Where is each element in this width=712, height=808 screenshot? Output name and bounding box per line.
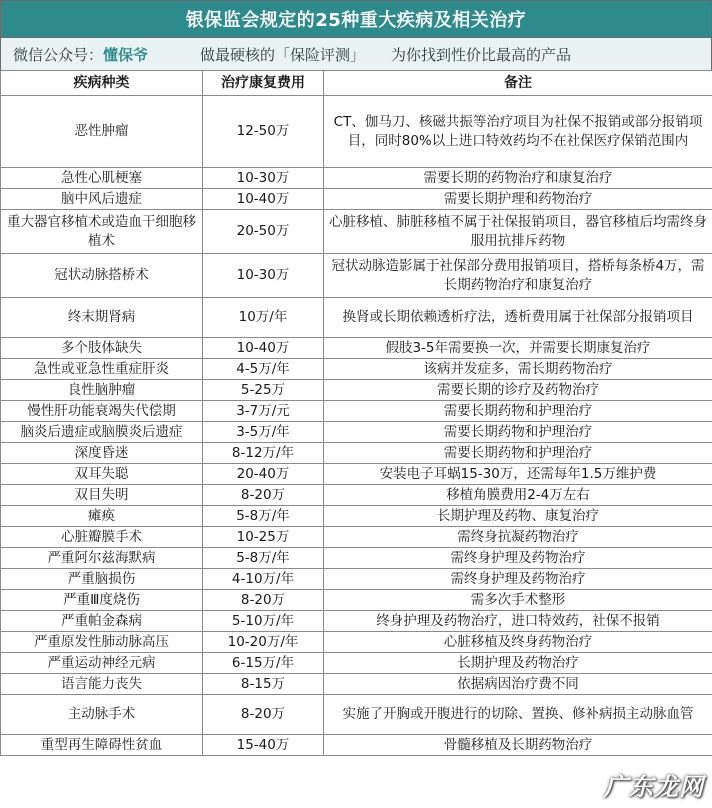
cell-note: 该病并发症多，需长期药物治疗 xyxy=(324,359,712,380)
cell-disease: 严重阿尔兹海默病 xyxy=(1,548,203,569)
cell-cost: 20-40万 xyxy=(203,464,324,485)
cell-cost: 3-5万/年 xyxy=(203,422,324,443)
table-row xyxy=(1,569,712,590)
cell-note: 实施了开胸或开腹进行的切除、置换、修补病损主动脉血管 xyxy=(324,695,712,735)
table-row xyxy=(1,338,712,359)
cell-cost: 5-8万/年 xyxy=(203,548,324,569)
cell-note: 骨髓移植及长期药物治疗 xyxy=(324,735,712,756)
cell-note: 需要长期护理和药物治疗 xyxy=(324,189,712,210)
table-row xyxy=(1,695,712,735)
table-row xyxy=(1,254,712,298)
table-row xyxy=(1,359,712,380)
cell-note: 需要长期药物和护理治疗 xyxy=(324,401,712,422)
cell-disease: 深度昏迷 xyxy=(1,443,203,464)
table-header-row xyxy=(1,71,712,96)
cell-disease: 严重脑损伤 xyxy=(1,569,203,590)
disease-table xyxy=(0,70,712,756)
cell-disease: 多个肢体缺失 xyxy=(1,338,203,359)
cell-disease: 严重运动神经元病 xyxy=(1,653,203,674)
cell-disease: 语言能力丧失 xyxy=(1,674,203,695)
table-row xyxy=(1,611,712,632)
cell-note: 需终身抗凝药物治疗 xyxy=(324,527,712,548)
cell-cost: 10-25万 xyxy=(203,527,324,548)
table-row xyxy=(1,632,712,653)
watermark: 广东龙网 xyxy=(604,773,704,801)
cell-cost: 8-12万/年 xyxy=(203,443,324,464)
table-row xyxy=(1,298,712,338)
cell-disease: 慢性肝功能衰竭失代偿期 xyxy=(1,401,203,422)
cell-note: 换肾或长期依赖透析疗法，透析费用属于社保部分报销项目 xyxy=(324,298,712,338)
cell-cost: 3-7万/元 xyxy=(203,401,324,422)
cell-disease: 重大器官移植术或造血干细胞移植术 xyxy=(1,210,203,254)
cell-cost: 5-10万/年 xyxy=(203,611,324,632)
table-row xyxy=(1,653,712,674)
cell-disease: 急性或亚急性重症肝炎 xyxy=(1,359,203,380)
cell-note: 需终身护理及药物治疗 xyxy=(324,569,712,590)
cell-disease: 双目失明 xyxy=(1,485,203,506)
cell-cost: 12-50万 xyxy=(203,96,324,168)
cell-disease: 双耳失聪 xyxy=(1,464,203,485)
cell-note: 安装电子耳蜗15-30万，还需每年1.5万维护费 xyxy=(324,464,712,485)
cell-disease: 主动脉手术 xyxy=(1,695,203,735)
cell-note: 假肢3-5年需要换一次，并需要长期康复治疗 xyxy=(324,338,712,359)
cell-cost: 6-15万/年 xyxy=(203,653,324,674)
cell-cost: 4-10万/年 xyxy=(203,569,324,590)
cell-note: 移植角膜费用2-4万左右 xyxy=(324,485,712,506)
cell-cost: 8-15万 xyxy=(203,674,324,695)
table-row xyxy=(1,674,712,695)
cell-note: CT、伽马刀、核磁共振等治疗项目为社保不报销或部分报销项目，同时80%以上进口特效药均不在社保医疗保销范围内 xyxy=(324,96,712,168)
cell-cost: 8-20万 xyxy=(203,485,324,506)
cell-cost: 20-50万 xyxy=(203,210,324,254)
cell-disease: 急性心肌梗塞 xyxy=(1,168,203,189)
table-row xyxy=(1,443,712,464)
cell-note: 需要长期药物和护理治疗 xyxy=(324,422,712,443)
cell-cost: 8-20万 xyxy=(203,590,324,611)
cell-disease: 严重帕金森病 xyxy=(1,611,203,632)
cell-disease: 严重原发性肺动脉高压 xyxy=(1,632,203,653)
cell-cost: 10-20万/年 xyxy=(203,632,324,653)
subtitle-bar xyxy=(0,38,712,70)
cell-cost: 8-20万 xyxy=(203,695,324,735)
table-row xyxy=(1,96,712,168)
table-row xyxy=(1,590,712,611)
header-cost: 治疗康复费用 xyxy=(203,71,324,96)
cell-note: 长期护理及药物、康复治疗 xyxy=(324,506,712,527)
cell-disease: 严重Ⅲ度烧伤 xyxy=(1,590,203,611)
cell-note: 心脏移植及终身药物治疗 xyxy=(324,632,712,653)
table-row xyxy=(1,401,712,422)
cell-note: 需多次手术整形 xyxy=(324,590,712,611)
cell-disease: 瘫痪 xyxy=(1,506,203,527)
table-row xyxy=(1,189,712,210)
table-row xyxy=(1,506,712,527)
cell-cost: 4-5万/年 xyxy=(203,359,324,380)
cell-disease: 心脏瓣膜手术 xyxy=(1,527,203,548)
wechat-account-name: 懂保爷 xyxy=(103,45,149,64)
cell-cost: 5-25万 xyxy=(203,380,324,401)
cell-cost: 10-40万 xyxy=(203,338,324,359)
cell-disease: 良性脑肿瘤 xyxy=(1,380,203,401)
cell-disease: 终末期肾病 xyxy=(1,298,203,338)
cell-note: 需终身护理及药物治疗 xyxy=(324,548,712,569)
table-row xyxy=(1,548,712,569)
table-row xyxy=(1,527,712,548)
cell-note: 终身护理及药物治疗，进口特效药，社保不报销 xyxy=(324,611,712,632)
cell-disease: 重型再生障碍性贫血 xyxy=(1,735,203,756)
cell-cost: 10-30万 xyxy=(203,254,324,298)
cell-cost: 5-8万/年 xyxy=(203,506,324,527)
cell-note: 心脏移植、肺脏移植不属于社保报销项目，器官移植后均需终身服用抗排斥药物 xyxy=(324,210,712,254)
cell-note: 需要长期的诊疗及药物治疗 xyxy=(324,380,712,401)
cell-cost: 10-30万 xyxy=(203,168,324,189)
subtitle-slogan-2: 为你找到性价比最高的产品 xyxy=(391,45,572,64)
table-body xyxy=(1,96,712,756)
cell-disease: 脑中风后遗症 xyxy=(1,189,203,210)
header-note: 备注 xyxy=(324,71,712,96)
table-row xyxy=(1,422,712,443)
table-row xyxy=(1,735,712,756)
cell-note: 需要长期的药物治疗和康复治疗 xyxy=(324,168,712,189)
subtitle-prefix: 微信公众号： xyxy=(13,45,104,64)
table-row xyxy=(1,380,712,401)
table-row xyxy=(1,210,712,254)
cell-disease: 冠状动脉搭桥术 xyxy=(1,254,203,298)
cell-disease: 脑炎后遗症或脑膜炎后遗症 xyxy=(1,422,203,443)
page-title: 银保监会规定的25种重大疾病及相关治疗 xyxy=(0,0,712,38)
cell-note: 长期护理及药物治疗 xyxy=(324,653,712,674)
table-row xyxy=(1,168,712,189)
cell-cost: 15-40万 xyxy=(203,735,324,756)
cell-cost: 10万/年 xyxy=(203,298,324,338)
header-disease: 疾病种类 xyxy=(1,71,203,96)
cell-note: 依据病因治疗费不同 xyxy=(324,674,712,695)
cell-cost: 10-40万 xyxy=(203,189,324,210)
cell-note: 需要长期药物和护理治疗 xyxy=(324,443,712,464)
table-row xyxy=(1,485,712,506)
cell-note: 冠状动脉造影属于社保部分费用报销项目，搭桥每条桥4万，需长期药物治疗和康复治疗 xyxy=(324,254,712,298)
table-row xyxy=(1,464,712,485)
cell-disease: 恶性肿瘤 xyxy=(1,96,203,168)
subtitle-slogan-1: 做最硬核的「保险评测」 xyxy=(200,45,366,64)
